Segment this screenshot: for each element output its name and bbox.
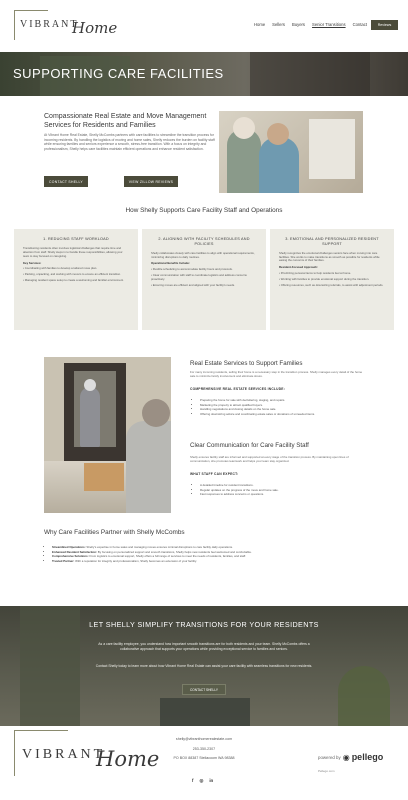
why-item-text: From logistics to emotional support, Shelly offers a full range of services to meet the needs of residents, families, and staff. (89, 554, 246, 559)
pellego-link[interactable]: Pellego.com (318, 769, 335, 773)
view-zillow-reviews-button[interactable]: VIEW ZILLOW REVIEWS (124, 176, 178, 187)
card-item: Working with families to provide emotional support during the transition. (280, 277, 370, 282)
card-item: Flexible scheduling to accommodate facility hours and protocols. (152, 267, 233, 272)
linkedin-icon[interactable]: in (209, 778, 214, 783)
card-body: Shelly collaborates closely with care facilities to align with operational requirements, minimizing disruptions to daily routines. Operational Benefits Include: • Flexible scheduling to accommodate facility hours and protocols. • Clear communication with staff to coordinate logistics and address concerns proactively. • Ensuring moves are efficient and aligned with your facility's needs. (151, 252, 257, 288)
why-item-label: Streamlined Operations: (52, 545, 86, 549)
pellego-brand: pellego (351, 752, 384, 762)
intro-text: At Vibrant Home Real Estate, Shelly McCombs partners with care facilities to streamline the transition process for incoming residents. By handling the logistics of moving and home sales, Shelly reduces the burden on facility staff while ensuring families and seniors experience a smooth, stress-free transition. With a focus on integrity and professionalism, Shelly helps care facilities maintain efficient operations and enhance resident satisfaction. (44, 133, 215, 151)
communication-title: Clear Communication for Care Facility Staff (190, 442, 309, 449)
list-item: • Marketing the property to attract qualified buyers. (200, 403, 366, 408)
card-text: Shelly recognizes the emotional challenges seniors face when moving into care facilities. She works to make transitions as smooth as possible for residents while easing the concerns of their families. (279, 250, 380, 263)
logo-script-text: Home (72, 19, 118, 37)
support-section-title: How Shelly Supports Care Facility Staff and Operations (125, 207, 283, 214)
photo-caregiver-head (267, 123, 289, 145)
why-item-text: With a reputation for integrity and professionalism, Shelly becomes an extension of your facility. (75, 558, 197, 563)
list-item: • Preparing the home for sale with decluttering, staging, and repairs. (200, 398, 366, 403)
footer-logo[interactable] (14, 730, 160, 788)
photo-senior-woman-head (84, 379, 96, 391)
list-item: • A detailed timeline for resident transitions. (200, 483, 366, 488)
why-list (48, 545, 368, 563)
communication-subhead: WHAT STAFF CAN EXPECT: (190, 472, 239, 476)
list-item (52, 559, 368, 564)
reviews-button[interactable]: Reviews (371, 20, 398, 30)
real-estate-title: Real Estate Services to Support Families (190, 360, 303, 367)
nav-home[interactable]: Home (254, 22, 266, 27)
cta-banner (0, 606, 408, 726)
cta-plant-shape (338, 666, 390, 726)
why-item-text: Shelly's expertise in home sales and managing moves ensures minimal disruptions to care facility daily operations. (86, 545, 233, 549)
powered-by-label: powered by (318, 754, 341, 760)
card-item: Coordinating with families to develop a tailored move plan. (24, 266, 98, 271)
nav-buyers[interactable]: Buyers (291, 22, 306, 27)
card-key-label: Key Services: (23, 260, 42, 265)
real-estate-list (196, 398, 366, 416)
why-item-label: Comprehensive Solutions: (52, 554, 89, 559)
photo-man (126, 421, 171, 513)
footer-phone[interactable]: 253-350-2307 (192, 747, 216, 751)
support-card (14, 229, 138, 330)
cta-text: As a care facility employee, you understand how important smooth transitions are for both residents and your team. Shelly McCombs offers a collaborative approach that supports your operations while providing exceptional service to families and seniors. (98, 642, 310, 651)
social-links (192, 778, 213, 784)
card-text: Shelly collaborates closely with care facilities to align with operational requirements, minimizing disruptions to daily routines. (151, 250, 255, 259)
caregiver-photo (219, 111, 363, 193)
hero-banner (0, 52, 408, 96)
why-item-label: Enhanced Resident Satisfaction: (52, 549, 97, 554)
card-item: Clear communication with staff to coordinate logistics and address concerns proactively. (151, 273, 247, 282)
card-key-label: Resident-Focused Approach: (279, 265, 318, 270)
contact-shelly-button[interactable]: CONTACT SHELLY (44, 176, 88, 187)
instagram-icon[interactable]: ◎ (199, 778, 204, 783)
logo-script-text: Home (96, 747, 160, 771)
card-title: 1. REDUCING STAFF WORKLOAD (43, 237, 109, 241)
support-card (142, 229, 266, 330)
list-item: • Fast responses to address concerns or questions. (200, 492, 366, 497)
moving-boxes-photo (44, 357, 171, 513)
photo-caregiver (259, 137, 299, 193)
list-item: • Offering downsizing advice and coordinating estate sales or donations of unneeded items. (200, 412, 366, 417)
card-item: Prioritizing personal items to help residents feel at home. (280, 271, 352, 276)
footer-address: PO BOX 88387 Steilacoom WA 98388 (173, 756, 235, 760)
photo-senior-head (233, 117, 255, 139)
hero-title: SUPPORTING CARE FACILITIES (13, 66, 224, 81)
why-item-label: Trusted Partner: (52, 558, 75, 563)
why-item-text: By focusing on personalized support and smooth transitions, Shelly helps new residents feel welcomed and comfortable. (97, 549, 252, 554)
powered-by-pellego[interactable] (318, 752, 383, 762)
intro-title: Compassionate Real Estate and Move Management Services for Residents and Families (44, 113, 207, 129)
card-text: Transitioning residents often involves logistical challenges that require time and attention from staff. Shelly steps in to handle these responsibilities, allowing your team to stay focused on caregiving. (23, 245, 123, 258)
card-title: 3. EMOTIONAL AND PERSONALIZED RESIDENT SUPPORT (285, 237, 379, 246)
photo-window (309, 119, 355, 179)
real-estate-text: For many incoming residents, selling their home is a necessary step in the transition process. Shelly manages every detail of the home sale to minimize family involvement and eliminate stress. (190, 370, 363, 378)
card-key-label: Operational Benefits Include: (151, 261, 190, 266)
pellego-icon: ◉ (342, 752, 350, 762)
logo-main-text: VIBRANT (22, 747, 106, 762)
card-body: Shelly recognizes the emotional challenges seniors face when moving into care facilities. She works to make transitions as smooth as possible for residents while easing the concerns of their families. Resident-Focused Approach: • Prioritizing personal items to help residents feel at home. • Working with families to provide emotional support during the transition. • Offering resources, such as downsizing referrals, to assist with adjustment periods. (279, 250, 384, 288)
card-item: Packing, unpacking, and working with movers to ensure an efficient transition. (24, 272, 121, 277)
nav-senior-transitions[interactable]: Senior Transitions (312, 22, 346, 27)
cta-chair-shape (160, 698, 250, 726)
cta-title: LET SHELLY SIMPLIFY TRANSITIONS FOR YOUR RESIDENTS (89, 620, 319, 629)
photo-moving-box (84, 463, 124, 491)
communication-text: Shelly ensures facility staff are informed and supported at every stage of the transition process. By maintaining open lines of communication, she promotes teamwork and helps your team stay organized. (190, 455, 349, 463)
vibrant-home-logo[interactable] (14, 10, 118, 46)
photo-senior-woman (80, 387, 100, 447)
card-item: Managing resident space setup to create a welcoming and familiar environment. (24, 278, 124, 283)
support-card (270, 229, 394, 330)
footer-email[interactable]: shelly@vibranthomerealestate.com (175, 737, 233, 741)
photo-man-head (142, 399, 170, 427)
cta-text-secondary: Contact Shelly today to learn more about how Vibrant Home Real Estate can assist your care facility with seamless transitions for new residents. (95, 664, 313, 668)
nav-contact[interactable]: Contact (352, 22, 367, 27)
why-section-title: Why Care Facilities Partner with Shelly McCombs (44, 529, 185, 536)
facebook-icon[interactable]: f (192, 778, 194, 783)
list-item: • Handling negotiations and closing details on the home sale. (200, 407, 366, 412)
nav-sellers[interactable]: Sellers (272, 22, 285, 27)
logo-main-text: VIBRANT (20, 19, 79, 30)
card-title: 2. ALIGNING WITH FACILITY SCHEDULES AND POLICIES (158, 237, 250, 246)
card-item: Ensuring moves are efficient and aligned with your facility's needs. (152, 283, 235, 288)
communication-list (196, 483, 366, 497)
card-body: Transitioning residents often involves logistical challenges that require time and attention from staff. Shelly steps in to handle these responsibilities, allowing your team to stay focused on caregiving. Key Services: • Coordinating with families to develop a tailored move plan. • Packing, unpacking, and working with movers to ensure an efficient transition. • Managing resident space setup to create a welcoming and familiar environment. (23, 247, 129, 283)
real-estate-subhead: COMPREHENSIVE REAL ESTATE SERVICES INCLUDE: (190, 387, 286, 391)
cta-contact-button[interactable]: CONTACT SHELLY (182, 684, 226, 695)
card-item: Offering resources, such as downsizing referrals, to assist with adjustment periods. (280, 283, 384, 288)
list-item: • Regular updates on the progress of the move and home sale. (200, 488, 366, 493)
site-header (0, 0, 408, 52)
main-nav (254, 22, 367, 27)
hero-background-shape (250, 52, 370, 96)
